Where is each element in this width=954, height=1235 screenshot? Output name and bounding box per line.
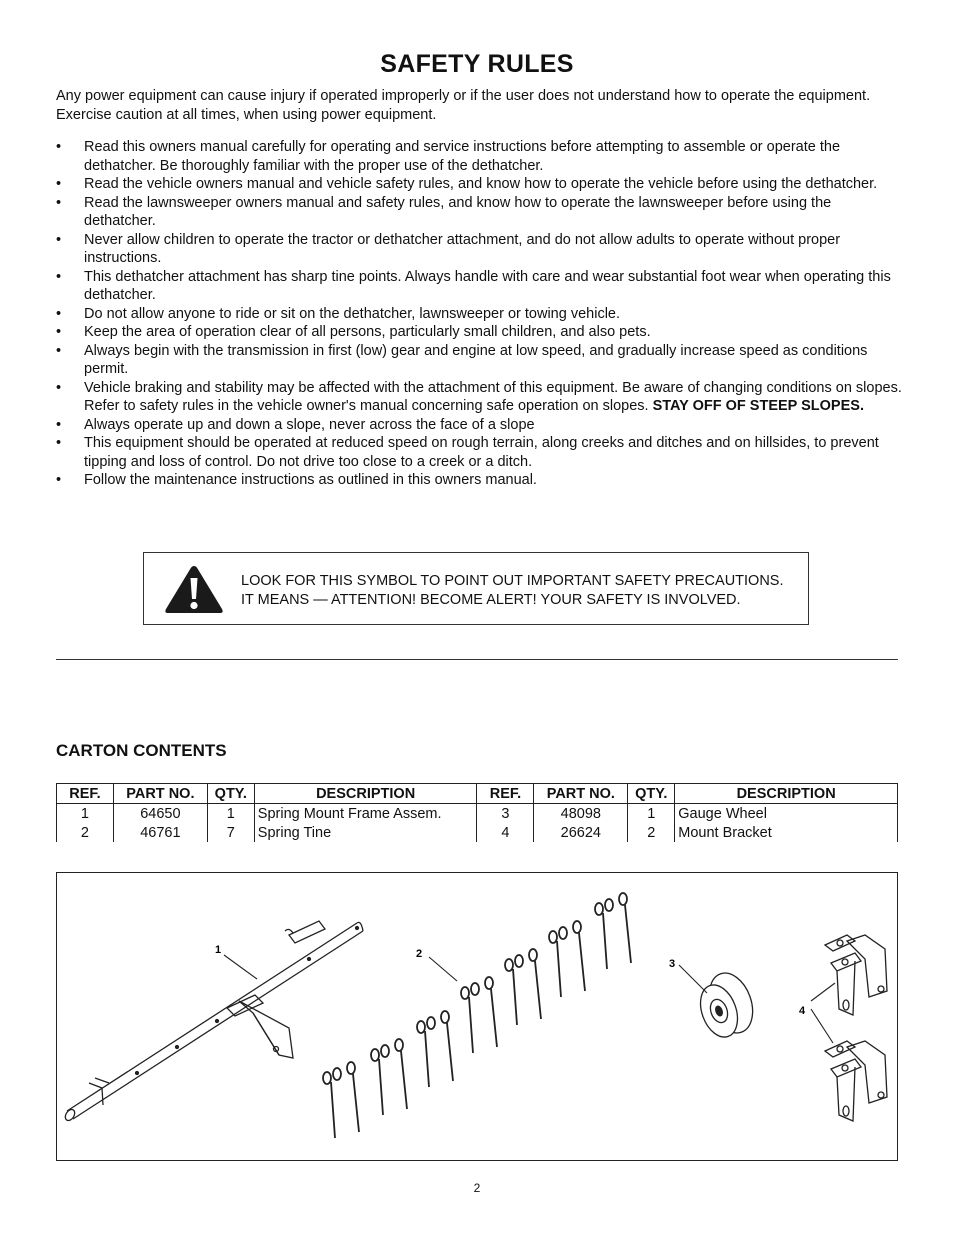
safety-rule-text: This equipment should be operated at reduced speed on rough terrain, along creeks and ditches and on hillsides, to prevent tipping and loss of control. Do not drive too close to a creek or a ditch.	[84, 435, 879, 470]
cell: 4	[477, 823, 534, 842]
safety-rule-text: Do not allow anyone to ride or sit on the dethatcher, lawnsweeper or towing vehicle.	[84, 305, 621, 322]
bullet: •	[56, 305, 62, 322]
safety-rule-text: Vehicle braking and stability may be affected with the attachment of this equipment. Be aware of changing conditions on slopes. Refer to safety rules in the vehicle owner's manual concerning safe operation on slopes.	[84, 379, 902, 414]
caution-line-2: IT MEANS — ATTENTION! BECOME ALERT! YOUR SAFETY IS INVOLVED.	[241, 592, 741, 608]
carton-contents-title: CARTON CONTENTS	[56, 741, 227, 760]
bullet: •	[56, 176, 62, 192]
cell: 1	[57, 804, 114, 824]
caution-box	[143, 552, 809, 625]
spring-mount-frame-drawing	[63, 921, 363, 1122]
page-title: SAFETY RULES	[380, 50, 574, 78]
safety-rule-item	[56, 138, 906, 175]
safety-rule-text: Always begin with the transmission in first (low) gear and engine at low speed, and gradually increase speed as conditions permit.	[84, 342, 868, 377]
header-part-no: PART NO.	[113, 784, 207, 804]
cell: Mount Bracket	[675, 823, 898, 842]
callout-label-2: 2	[416, 948, 423, 960]
cell: Spring Tine	[254, 823, 477, 842]
parts-illustration	[56, 872, 898, 1161]
gauge-wheel-drawing	[694, 967, 761, 1042]
header-qty: QTY.	[628, 784, 675, 804]
warning-triangle-icon	[163, 564, 225, 616]
cell: 1	[628, 804, 675, 824]
table-row	[57, 823, 898, 842]
page-number: 2	[473, 1181, 481, 1195]
bullet: •	[56, 231, 62, 248]
callout-label-3: 3	[669, 958, 676, 970]
safety-rule-item	[56, 342, 906, 379]
callout-label-1: 1	[215, 944, 222, 956]
safety-rule-item	[56, 175, 906, 194]
safety-rule-item	[56, 434, 906, 471]
parts-drawing	[57, 873, 899, 1162]
leader-lines	[224, 955, 835, 1043]
header-ref: REF.	[477, 784, 534, 804]
safety-rule-item	[56, 416, 906, 435]
bullet: •	[56, 416, 62, 433]
carton-contents-table	[56, 783, 898, 842]
safety-rule-text: Read this owners manual carefully for operating and service instructions before attempting to assemble or operate the dethatcher. Be thoroughly familiar with the proper use of the dethatcher.	[84, 139, 841, 174]
cell: Spring Mount Frame Assem.	[254, 804, 477, 824]
safety-rule-item	[56, 323, 906, 342]
safety-rule-text: This dethatcher attachment has sharp tine points. Always handle with care and wear substantial foot wear when operating this dethatcher.	[84, 268, 891, 303]
table-header-row	[57, 784, 898, 804]
bullet: •	[56, 324, 62, 340]
section-divider	[56, 659, 898, 660]
cell: 46761	[113, 823, 207, 842]
safety-rule-item	[56, 471, 906, 490]
mount-brackets-drawing	[825, 935, 887, 1121]
header-part-no: PART NO.	[534, 784, 628, 804]
cell: 48098	[534, 804, 628, 824]
cell: 3	[477, 804, 534, 824]
safety-rule-item	[56, 305, 906, 324]
safety-rule-text: Never allow children to operate the tractor or dethatcher attachment, and do not allow adults to operate without proper instructions.	[84, 231, 841, 266]
cell: 2	[628, 823, 675, 842]
header-description: DESCRIPTION	[675, 784, 898, 804]
caution-line-1: LOOK FOR THIS SYMBOL TO POINT OUT IMPORTANT SAFETY PRECAUTIONS.	[241, 573, 784, 589]
cell: 1	[207, 804, 254, 824]
bullet: •	[56, 139, 62, 155]
safety-rule-item	[56, 268, 906, 305]
bullet: •	[56, 472, 62, 488]
bullet: •	[56, 268, 62, 285]
bullet: •	[56, 435, 62, 451]
intro-paragraph: Any power equipment can cause injury if operated improperly or if the user does not understand how to operate the equipment. Exercise caution at all times, when using power equipment.	[56, 88, 871, 123]
table-row	[57, 804, 898, 824]
safety-rule-text: Always operate up and down a slope, never across the face of a slope	[84, 416, 535, 433]
safety-rule-item	[56, 231, 906, 268]
spring-tines-drawing	[323, 893, 631, 1138]
safety-rule-text: Read the lawnsweeper owners manual and safety rules, and know how to operate the lawnsweeper before using the dethatcher.	[84, 194, 832, 229]
safety-rules-list	[56, 138, 906, 490]
safety-rule-emphasis: STAY OFF OF STEEP SLOPES.	[652, 398, 864, 414]
safety-rule-text: Follow the maintenance instructions as outlined in this owners manual.	[84, 472, 537, 488]
safety-rule-item	[56, 194, 906, 231]
bullet: •	[56, 342, 62, 359]
cell: 7	[207, 823, 254, 842]
header-ref: REF.	[57, 784, 114, 804]
cell: 26624	[534, 823, 628, 842]
bullet: •	[56, 194, 62, 211]
header-description: DESCRIPTION	[254, 784, 477, 804]
bullet: •	[56, 379, 62, 396]
cell: 64650	[113, 804, 207, 824]
safety-rule-text: Keep the area of operation clear of all persons, particularly small children, and also pets.	[84, 324, 651, 340]
safety-rule-text: Read the vehicle owners manual and vehicle safety rules, and know how to operate the vehicle before using the dethatcher.	[84, 176, 878, 192]
safety-rule-item	[56, 379, 906, 416]
header-qty: QTY.	[207, 784, 254, 804]
cell: Gauge Wheel	[675, 804, 898, 824]
cell: 2	[57, 823, 114, 842]
callout-label-4: 4	[799, 1005, 806, 1017]
